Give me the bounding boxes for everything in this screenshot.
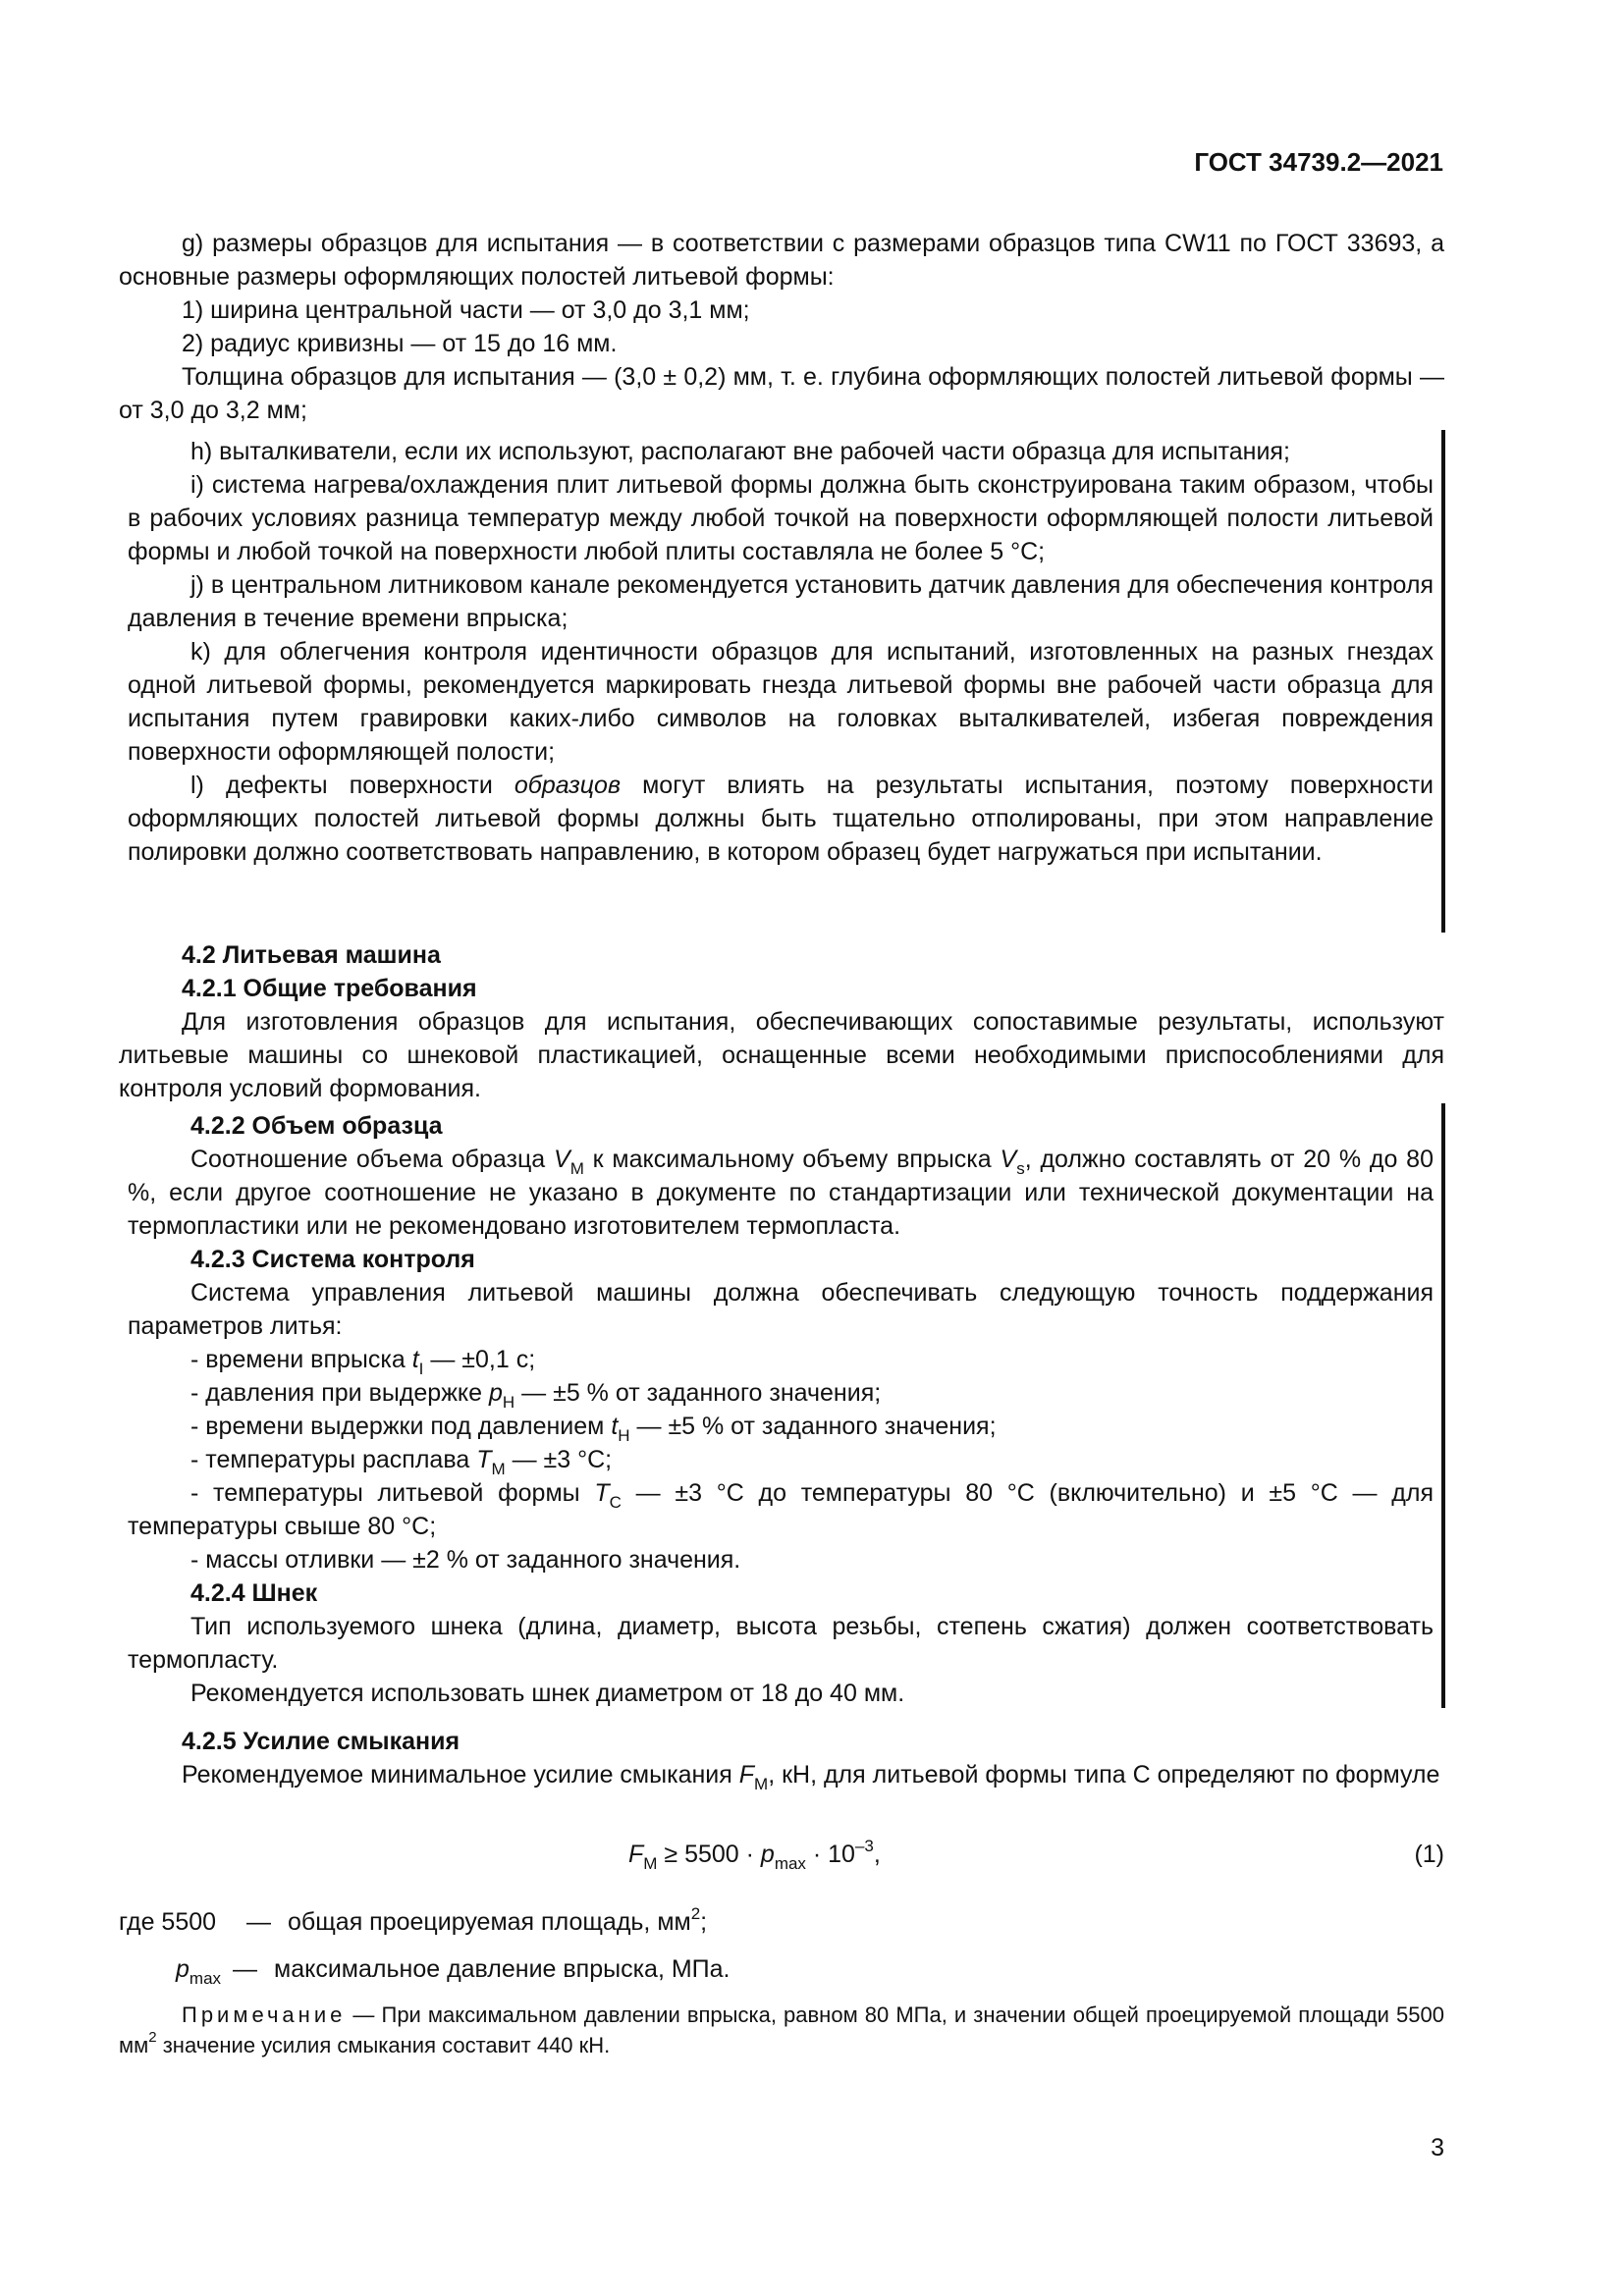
where-row-1 — [119, 1905, 707, 1939]
heading-4-2-5: 4.2.5 Усилие смыкания — [182, 1728, 460, 1755]
heading-4-2: 4.2 Литьевая машина — [182, 941, 441, 969]
item-k: k) для облегчения контроля идентичности образцов для испытаний, изготовленных на разных гнездах одной литьевой формы, рекомендуется маркировать гнезда литьевой формы вне рабочей части образца для испытания путем гравировки каких-либо символов на головках выталкивателей, избегая повреждения поверхности оформляющей полости; — [128, 638, 1434, 766]
where-dash-2: — — [233, 1955, 258, 1983]
b3-sub: H — [618, 1426, 630, 1445]
b2-text: - давления при выдержке — [190, 1379, 490, 1407]
b1-sub: I — [418, 1360, 424, 1378]
b5-text: - температуры литьевой формы — [190, 1479, 595, 1507]
where-dash-1: — — [246, 1908, 271, 1936]
section-4-2 — [119, 938, 1444, 1105]
formula-f-sub: M — [643, 1854, 658, 1873]
var-vm-sub: M — [569, 1159, 584, 1178]
b3-text: - времени выдержки под давлением — [190, 1413, 612, 1440]
block-h-l — [128, 435, 1434, 869]
b4-sub: M — [491, 1460, 506, 1478]
where-p: p — [176, 1955, 189, 1983]
paragraph-4-2-1: Для изготовления образцов для испытания, обеспечивающих сопоставимые результаты, используют литьевые машины со шнековой пластикацией, оснащенные всеми необходимыми приспособлениями для контроля условий формования. — [119, 1008, 1444, 1102]
where-label: где 5500 — [119, 1908, 217, 1936]
block-g — [119, 227, 1444, 427]
paragraph-4-2-3-intro: Система управления литьевой машины должна обеспечивать следующую точность поддержания параметров литья: — [128, 1279, 1434, 1340]
heading-4-2-4: 4.2.4 Шнек — [190, 1579, 318, 1607]
bullet-5 — [128, 1476, 1434, 1543]
b3-var: t — [611, 1413, 619, 1440]
formula-exp: –3 — [854, 1837, 874, 1855]
section-4-2-5 — [119, 1725, 1444, 1791]
b2-var: p — [489, 1379, 503, 1407]
formula-p-sub: max — [774, 1854, 806, 1873]
b3-tail: — ±5 % от заданного значения; — [629, 1413, 997, 1440]
note-text-1: — При максимальном давлении впрыска, равном 80 МПа, и значении общей проецируемой площади 5500 мм — [119, 2002, 1444, 2057]
heading-4-2-2: 4.2.2 Объем образца — [190, 1112, 443, 1140]
bullet-2 — [128, 1376, 1434, 1410]
formula-number: (1) — [1414, 1841, 1444, 1868]
b5-tail: — ±3 °С до температуры 80 °С (включительно) и ±5 °С — для температуры свыше 80 °С; — [128, 1479, 1434, 1540]
p425-t1: Рекомендуемое минимальное усилие смыкания — [182, 1761, 739, 1789]
item-l-before: l) дефекты поверхности — [190, 772, 514, 799]
var-fm-sub: M — [754, 1775, 769, 1793]
formula-f: F — [628, 1841, 644, 1868]
item-l-italic: образцов — [514, 772, 621, 799]
formula-p: p — [760, 1841, 775, 1868]
note — [119, 2000, 1444, 2060]
b2-tail: — ±5 % от заданного значения; — [514, 1379, 882, 1407]
heading-4-2-3: 4.2.3 Система контроля — [190, 1246, 475, 1273]
heading-4-2-1: 4.2.1 Общие требования — [182, 975, 477, 1002]
p422-t2: к максимальному объему впрыска — [583, 1146, 1001, 1173]
var-vs: V — [1000, 1146, 1017, 1173]
item-g2: 2) радиус кривизны — от 15 до 16 мм. — [182, 330, 618, 357]
where-semi: ; — [700, 1908, 708, 1936]
paragraph-4-2-4-b: Рекомендуется использовать шнек диаметром от 18 до 40 мм. — [190, 1680, 905, 1707]
p422-t3: , должно составлять от 20 % до 80 %, если другое соотношение не указано в документе по стандартизации или технической документации на термопластики или не рекомендовано изготовителем термопласта. — [128, 1146, 1434, 1240]
b5-var: T — [594, 1479, 610, 1507]
var-fm: F — [738, 1761, 755, 1789]
bullet-3 — [128, 1410, 1434, 1443]
thickness-paragraph: Толщина образцов для испытания — (3,0 ± 0,2) мм, т. е. глубина оформляющих полостей литьевой формы — от 3,0 до 3,2 мм; — [119, 363, 1444, 424]
bullet-1 — [128, 1343, 1434, 1376]
item-g: g) размеры образцов для испытания — в соответствии с размерами образцов типа CW11 по ГОСТ 33693, а основные размеры оформляющих полостей литьевой формы: — [119, 230, 1444, 291]
p425-t2: , кН, для литьевой формы типа С определяют по формуле — [768, 1761, 1440, 1789]
change-bar-2 — [1441, 1103, 1445, 1708]
change-bar-1 — [1441, 430, 1445, 933]
b4-text: - температуры расплава — [190, 1446, 477, 1473]
paragraph-4-2-2 — [128, 1143, 1434, 1243]
note-sup: 2 — [148, 2029, 157, 2046]
b5-sub: C — [609, 1493, 622, 1512]
note-text-2: значение усилия смыкания составит 440 кН. — [156, 2033, 611, 2057]
formula-1 — [628, 1838, 881, 1871]
formula-tail: · 10 — [805, 1841, 855, 1868]
section-4-2-2-to-4-2-4 — [128, 1109, 1434, 1710]
b1-text: - времени впрыска — [190, 1346, 412, 1373]
where-p-sub: max — [189, 1969, 222, 1988]
b1-var: t — [411, 1346, 419, 1373]
b1-tail: — ±0,1 с; — [423, 1346, 536, 1373]
item-h: h) выталкиватели, если их используют, располагают вне рабочей части образца для испытания; — [190, 438, 1290, 465]
paragraph-4-2-4-a: Тип используемого шнека (длина, диаметр, высота резьбы, степень сжатия) должен соответствовать термопласту. — [128, 1613, 1434, 1674]
bullet-4 — [128, 1443, 1434, 1476]
where-sup-1: 2 — [690, 1904, 701, 1923]
b4-var: T — [476, 1446, 492, 1473]
item-l-after: могут влиять на результаты испытания, поэтому поверхности оформляющих полостей литьевой формы должны быть тщательно отполированы, при этом направление полировки должно соответствовать направлению, в котором образец будет нагружаться при испытании. — [128, 772, 1434, 866]
item-j: j) в центральном литниковом канале рекомендуется установить датчик давления для обеспечения контроля давления в течение времени впрыска; — [128, 571, 1434, 632]
b4-tail: — ±3 °С; — [505, 1446, 613, 1473]
var-vs-sub: s — [1016, 1159, 1025, 1178]
note-label: Примечание — [182, 2002, 347, 2027]
where-text-1: общая проецируемая площадь, мм — [288, 1908, 691, 1936]
p422-t1: Соотношение объема образца — [190, 1146, 554, 1173]
var-vm: V — [554, 1146, 570, 1173]
where-text-2: максимальное давление впрыска, МПа. — [274, 1955, 731, 1983]
formula-end: , — [873, 1841, 881, 1868]
item-i: i) система нагрева/охлаждения плит литьевой формы должна быть сконструирована таким образом, чтобы в рабочих условиях разница температур между любой точкой на поверхности оформляющей полости литьевой формы и любой точкой на поверхности любой плиты составляла не более 5 °С; — [128, 471, 1434, 565]
page-number: 3 — [1431, 2134, 1444, 2162]
item-g1: 1) ширина центральной части — от 3,0 до 3,1 мм; — [182, 296, 750, 324]
bullet-6: - массы отливки — ±2 % от заданного значения. — [190, 1546, 741, 1574]
item-l — [128, 769, 1434, 869]
where-row-2 — [176, 1952, 731, 1986]
document-header-id: ГОСТ 34739.2—2021 — [1194, 147, 1443, 177]
formula-mid: ≥ 5500 · — [657, 1841, 761, 1868]
b2-sub: H — [502, 1393, 515, 1412]
paragraph-4-2-5 — [119, 1758, 1444, 1791]
